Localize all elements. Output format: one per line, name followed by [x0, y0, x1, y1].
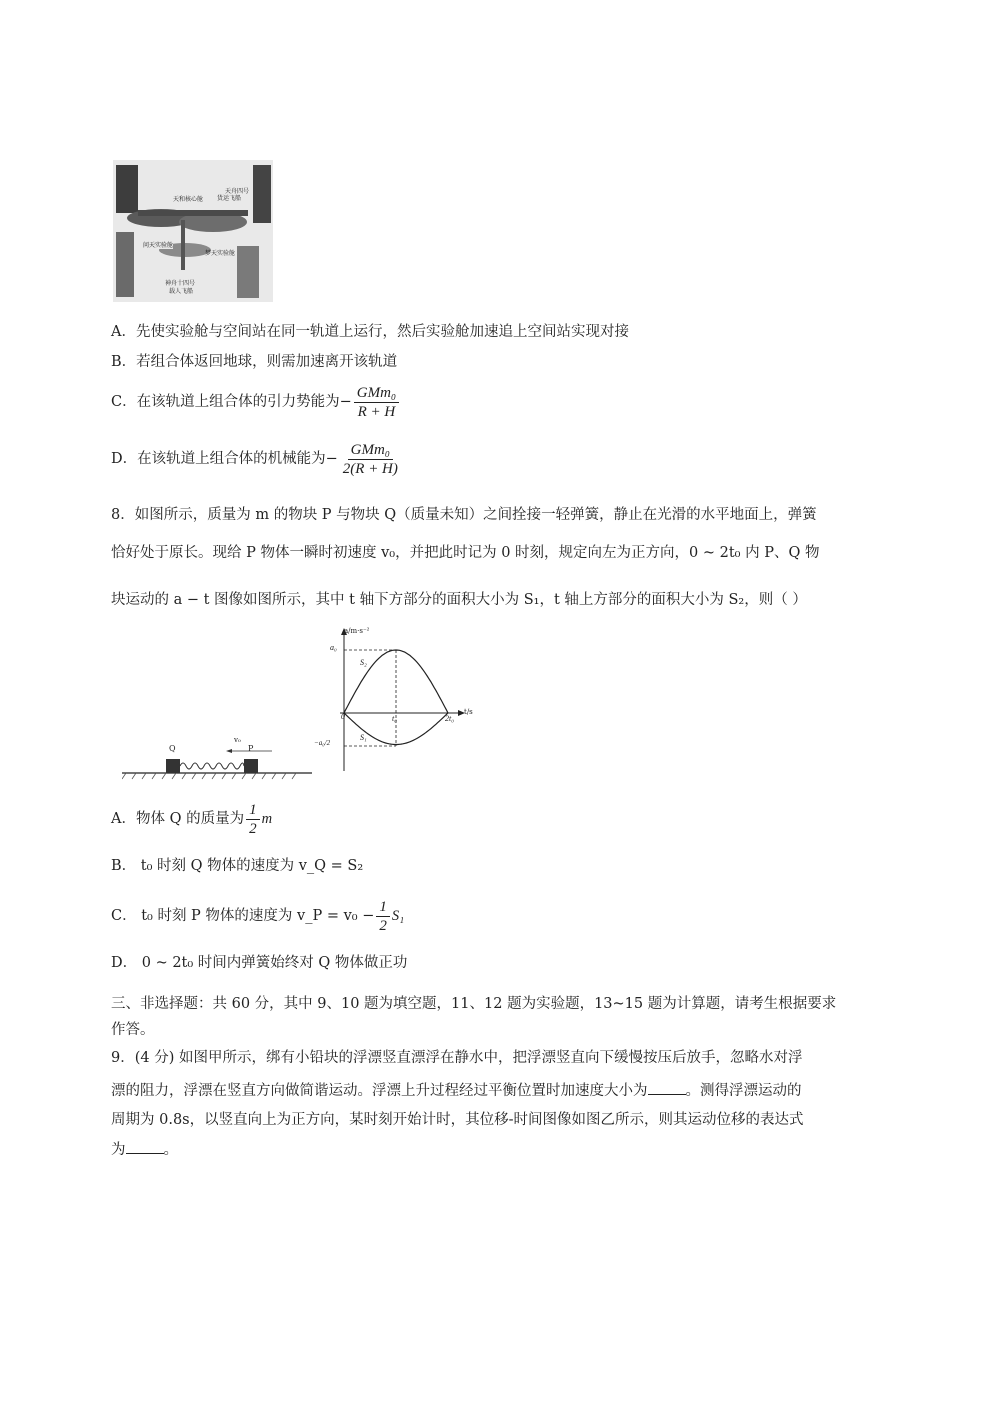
space-station-figure: [113, 160, 273, 302]
q9-blank-1[interactable]: [648, 1080, 686, 1095]
q7-c-denominator: R + H: [357, 403, 396, 420]
q7-d-numerator: GMm₀: [348, 441, 393, 460]
q8-option-c-text: C． t₀ 时刻 P 物体的速度为 v_P = v₀ −: [111, 908, 375, 924]
q7-d-denominator: 2(R + H): [342, 460, 398, 477]
q8-option-c-fraction: [376, 898, 390, 935]
label-s1: S₁: [360, 733, 367, 742]
label-shenzhou: 神舟十四号: [165, 280, 196, 287]
block-p: [244, 759, 258, 773]
block-q: [166, 759, 180, 773]
q8-c-numerator: 1: [376, 898, 390, 917]
q7-option-c-text: C．在该轨道上组合体的引力势能为: [111, 394, 340, 410]
q8-a-numerator: 1: [246, 801, 260, 820]
q7-option-c: C．在该轨道上组合体的引力势能为 − $\frac{\text{GMm₀}}{R + H}$: [111, 380, 401, 424]
spring: [180, 763, 244, 769]
q9-line2-text-a: 漂的阻力，浮漂在竖直方向做简谐运动。浮漂上升过程经过平衡位置时加速度大小为: [111, 1083, 648, 1099]
tick-neg-half-a0: −a₀/2: [314, 739, 331, 747]
label-wentian: 问天实验舱: [143, 242, 174, 249]
q9-line3: 周期为 0.8s，以竖直向上为正方向，某时刻开始计时，其位移-时间图像如图乙所示，则其运动位移的表达式: [111, 1112, 804, 1128]
y-axis-label: a/m·s⁻²: [344, 627, 370, 635]
label-s2: S₂: [360, 658, 367, 667]
q9-blank-2[interactable]: [126, 1139, 164, 1154]
q8-a-denominator: 2: [249, 820, 257, 837]
label-tianzhou: 天舟四号: [225, 188, 250, 195]
q8-a-suffix: m: [261, 811, 273, 827]
label-crew-ship: 载人飞船: [169, 288, 194, 295]
tick-origin: 0: [341, 712, 345, 721]
label-p: P: [248, 744, 254, 753]
q8-stem-line1: 8．如图所示，质量为 m 的物块 P 与物块 Q（质量未知）之间拴接一轻弹簧，静止在光滑的水平地面上，弹簧: [111, 507, 817, 523]
q8-stem-line2: 恰好处于原长。现给 P 物体一瞬时初速度 v₀，并把此时记为 0 时刻，规定向左为正方向，0 ~ 2t₀ 内 P、Q 物: [111, 545, 820, 561]
section3-heading-line1: 三、非选择题：共 60 分，其中 9、10 题为填空题，11、12 题为实验题，13~15 题为计算题，请考生根据要求: [111, 996, 837, 1012]
q9-line1: 9．(4 分) 如图甲所示，绑有小铅块的浮漂竖直漂浮在静水中，把浮漂竖直向下缓慢按压后放手，忽略水对浮: [111, 1050, 803, 1066]
q8-c-denominator: 2: [379, 917, 387, 934]
label-cargo-ship: 货运飞船: [217, 195, 242, 202]
q8-option-b: B． t₀ 时刻 Q 物体的速度为 v_Q = S₂: [111, 858, 364, 874]
q8-option-a: [111, 800, 272, 838]
q7-option-c-fraction: [354, 384, 399, 421]
a-t-graph: [310, 625, 490, 775]
q8-c-suffix: S₁: [391, 908, 405, 924]
spring-block-svg: [122, 742, 312, 782]
q9-line4-text-b: 。: [163, 1142, 178, 1158]
q8-option-a-fraction: [246, 801, 260, 838]
q7-option-b: B．若组合体返回地球，则需加速离开该轨道: [111, 354, 398, 370]
tick-t0: t₀: [392, 714, 398, 723]
q9-line4-text-a: 为: [111, 1142, 126, 1158]
q8-option-d: D． 0 ~ 2t₀ 时间内弹簧始终对 Q 物体做正功: [111, 955, 408, 971]
q7-option-d: D．在该轨道上组合体的机械能为 − $\frac{\text{GMm₀}}{2(R + H)}$: [111, 436, 403, 482]
q8-option-c: [111, 897, 404, 935]
x-axis-label: t/s: [464, 708, 473, 716]
a-t-graph-svg: [310, 625, 490, 775]
label-mengtian: 梦天实验舱: [205, 250, 236, 257]
q7-option-d-fraction: [340, 441, 401, 478]
tick-2t0: 2t₀: [445, 714, 455, 723]
q7-option-a: A．先使实验舱与空间站在同一轨道上运行，然后实验舱加速追上空间站实现对接: [111, 324, 629, 340]
label-tianhe: 天和核心舱: [173, 196, 204, 203]
q9-line4: [111, 1139, 178, 1160]
tick-a0: a₀: [330, 643, 337, 652]
q7-option-d-text: D．在该轨道上组合体的机械能为: [111, 451, 326, 467]
q8-option-a-text: A．物体 Q 的质量为: [111, 811, 245, 827]
q9-line2: [111, 1080, 802, 1101]
spring-block-diagram: [122, 736, 312, 782]
q8-stem-line3: 块运动的 a − t 图像如图所示，其中 t 轴下方部分的面积大小为 S₁，t 轴上方部分的面积大小为 S₂，则（ ）: [111, 592, 807, 608]
q9-line2-text-b: 。测得浮漂运动的: [685, 1083, 802, 1099]
label-v0: v₀: [234, 736, 241, 744]
q7-c-numerator: GMm₀: [354, 384, 399, 403]
section3-heading-line2: 作答。: [111, 1022, 155, 1038]
label-q: Q: [169, 744, 176, 753]
